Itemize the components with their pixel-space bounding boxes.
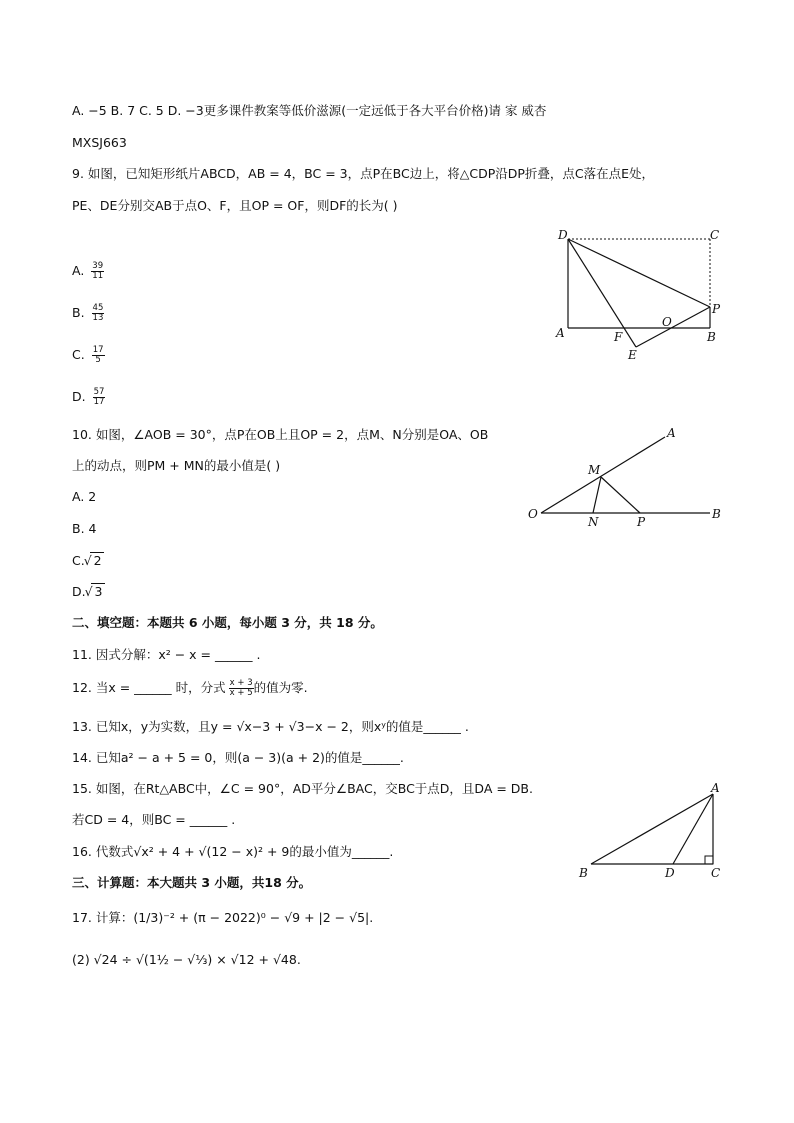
label-p: P — [712, 302, 721, 316]
q15-line2: 若CD = 4，则BC = ______ . — [72, 812, 236, 827]
denominator: x + 5 — [229, 688, 253, 698]
segment-pe — [636, 307, 710, 347]
label-b: B — [579, 866, 588, 880]
q12-suffix: 的值为零. — [253, 680, 308, 695]
q16: 16. 代数式√x² + 4 + √(12 − x)² + 9的最小值为______. — [72, 844, 394, 859]
fraction — [92, 304, 105, 323]
right-angle-mark — [705, 856, 713, 864]
label-m: M — [588, 463, 601, 477]
q8-options: A. −5 B. 7 C. 5 D. −3更多课件教案等低价滋源(一定远低于各大平台价格)请 家 威杏 — [72, 103, 547, 118]
q14: 14. 已知a² − a + 5 = 0，则(a − 3)(a + 2)的值是______. — [72, 750, 404, 765]
label-b: B — [707, 330, 716, 344]
q10-figure — [525, 425, 730, 530]
label-e: E — [628, 348, 637, 362]
sqrt: √ 2 — [90, 552, 104, 569]
q8-options-continued: MXSJ663 — [72, 135, 127, 150]
label-c: C — [710, 228, 720, 242]
q9-option-c — [72, 346, 105, 365]
option-label: D. — [72, 584, 90, 599]
label-a: A — [667, 426, 676, 440]
q9-stem-line1: 9. 如图，已知矩形纸片ABCD，AB = 4，BC = 3，点P在BC边上，将△CDP沿DP折叠，点C落在点E处， — [72, 166, 655, 181]
numerator: 39 — [92, 261, 104, 271]
label-a: A — [711, 781, 720, 795]
q9-option-a — [72, 262, 104, 281]
denominator: 17 — [93, 397, 105, 407]
q10-option-d — [72, 583, 105, 600]
q9-option-b — [72, 304, 104, 323]
segment-mp — [601, 477, 640, 513]
fraction — [92, 346, 105, 365]
option-label: B. — [72, 305, 85, 320]
label-o: O — [662, 315, 672, 329]
q9-option-d — [72, 388, 105, 407]
option-label: C. — [72, 347, 85, 362]
label-o: O — [528, 507, 538, 521]
option-label: A. — [72, 263, 85, 278]
q10-option-b: B. 4 — [72, 521, 97, 536]
label-p: P — [637, 515, 646, 529]
q11: 11. 因式分解：x² − x = ______ . — [72, 647, 261, 662]
numerator: x + 3 — [229, 678, 253, 688]
q13: 13. 已知x，y为实数，且y = √x−3 + √3−x − 2，则xʸ的值是______ . — [72, 719, 469, 734]
fraction — [93, 388, 106, 407]
q10-stem-line1: 10. 如图，∠AOB = 30°，点P在OB上且OP = 2，点M、N分别是OA、OB — [72, 427, 489, 442]
q15-figure — [575, 780, 725, 880]
q10-option-c — [72, 552, 104, 569]
segment-ad — [673, 794, 713, 864]
label-d: D — [558, 228, 568, 242]
label-c: C — [711, 866, 721, 880]
denominator: 13 — [92, 313, 104, 323]
q12 — [72, 679, 308, 698]
denominator: 5 — [95, 355, 101, 365]
numerator: 17 — [92, 345, 104, 355]
q12-fraction — [229, 679, 254, 698]
ray-oa — [541, 437, 665, 513]
numerator: 57 — [93, 387, 105, 397]
numerator: 45 — [92, 303, 104, 313]
option-label: C. — [72, 553, 89, 568]
sqrt: √ 3 — [91, 583, 105, 600]
denominator: 11 — [92, 271, 104, 281]
q10-stem-line2: 上的动点，则PM + MN的最小值是( ) — [72, 458, 281, 473]
label-b: B — [712, 507, 721, 521]
label-a: A — [556, 326, 565, 340]
label-f: F — [614, 330, 623, 344]
label-d: D — [665, 866, 675, 880]
q9-figure — [550, 225, 730, 365]
q9-stem-line2: PE、DE分别交AB于点O、F，且OP = OF，则DF的长为( ) — [72, 198, 398, 213]
q17-part1: 17. 计算：(1/3)⁻² + (π − 2022)⁰ − √9 + |2 − √5|. — [72, 910, 374, 925]
section-two-heading: 二、填空题：本题共 6 小题，每小题 3 分，共 18 分。 — [72, 615, 383, 630]
q17-part2: (2) √24 ÷ √(1½ − √⅓) × √12 + √48. — [72, 952, 301, 967]
fraction — [91, 262, 104, 281]
section-three-heading: 三、计算题：本大题共 3 小题，共18 分。 — [72, 875, 312, 890]
q10-option-a: A. 2 — [72, 489, 97, 504]
q12-prefix: 12. 当x = ______ 时，分式 — [72, 680, 226, 695]
option-label: D. — [72, 389, 86, 404]
side-ab — [591, 794, 713, 864]
segment-mn — [593, 477, 601, 513]
q15-line1: 15. 如图，在Rt△ABC中，∠C = 90°，AD平分∠BAC，交BC于点D，且DA = DB. — [72, 781, 533, 796]
label-n: N — [588, 515, 599, 529]
